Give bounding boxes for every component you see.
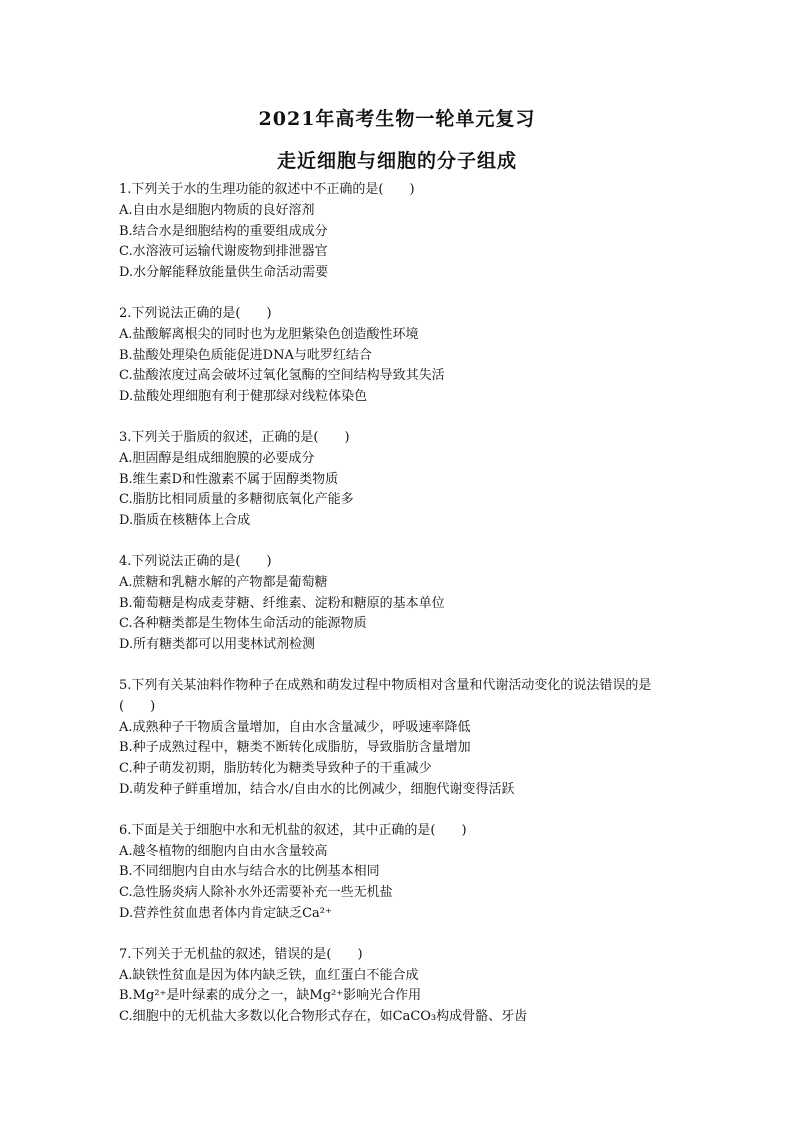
option-b: B.维生素D和性激素不属于固醇类物质 [119, 471, 339, 487]
option-d: D.盐酸处理细胞有利于健那绿对线粒体染色 [119, 389, 368, 405]
option-d: D.营养性贫血患者体内肯定缺乏Ca²⁺ [119, 905, 332, 921]
question-stem: 1.下列关于水的生理功能的叙述中不正确的是( ) [119, 182, 415, 197]
option-a: A.越冬植物的细胞内自由水含量较高 [119, 843, 328, 859]
document-title: 2021年高考生物一轮单元复习 [258, 108, 536, 130]
question-3 [119, 428, 719, 532]
document-subtitle: 走近细胞与细胞的分子组成 [276, 150, 517, 172]
option-c: C.细胞中的无机盐大多数以化合物形式存在，如CaCO₃构成骨骼、牙齿 [119, 1009, 528, 1025]
option-c: C.盐酸浓度过高会破坏过氧化氢酶的空间结构导致其失活 [119, 368, 445, 384]
question-4 [119, 552, 719, 656]
option-d: D.脂质在核糖体上合成 [119, 513, 251, 529]
option-b: B.不同细胞内自由水与结合水的比例基本相同 [119, 864, 380, 880]
question-6 [119, 821, 719, 925]
option-b: B.盐酸处理染色质能促进DNA与吡罗红结合 [119, 347, 372, 363]
option-c: C.各种糖类都是生物体生命活动的能源物质 [119, 616, 367, 632]
question-stem-continued: ( ) [119, 698, 156, 714]
question-7 [119, 945, 719, 1028]
option-c: C.水溶液可运输代谢废物到排泄器官 [119, 244, 328, 260]
question-stem: 5.下列有关某油料作物种子在成熟和萌发过程中物质相对含量和代谢活动变化的说法错误的是 [119, 677, 652, 693]
option-a: A.胆固醇是组成细胞膜的必要成分 [119, 450, 315, 466]
question-stem: 3.下列关于脂质的叙述，正确的是( ) [119, 429, 350, 445]
option-a: A.盐酸解离根尖的同时也为龙胆紫染色创造酸性环境 [119, 326, 419, 342]
question-2 [119, 304, 719, 408]
question-1 [119, 180, 719, 284]
option-a: A.蔗糖和乳糖水解的产物都是葡萄糖 [119, 574, 328, 590]
question-5 [119, 676, 719, 801]
question-list [119, 180, 719, 1048]
option-d: D.萌发种子鲜重增加，结合水/自由水的比例减少，细胞代谢变得活跃 [119, 781, 515, 797]
option-c: C.脂肪比相同质量的多糖彻底氧化产能多 [119, 492, 354, 508]
option-a: A.自由水是细胞内物质的良好溶剂 [119, 202, 315, 218]
option-a: A.成熟种子干物质含量增加，自由水含量减少，呼吸速率降低 [119, 719, 471, 735]
option-d: D.水分解能释放能量供生命活动需要 [119, 265, 329, 281]
option-c: C.种子萌发初期，脂肪转化为糖类导致种子的干重减少 [119, 761, 432, 777]
option-b: B.种子成熟过程中，糖类不断转化成脂肪，导致脂肪含量增加 [119, 740, 471, 756]
option-b: B.Mg²⁺是叶绿素的成分之一，缺Mg²⁺影响光合作用 [119, 988, 422, 1004]
question-stem: 7.下列关于无机盐的叙述，错误的是( ) [119, 946, 363, 962]
option-b: B.结合水是细胞结构的重要组成成分 [119, 223, 328, 239]
option-d: D.所有糖类都可以用斐林试剂检测 [119, 637, 316, 653]
question-stem: 2.下列说法正确的是( ) [119, 305, 272, 321]
option-c: C.急性肠炎病人除补水外还需要补充一些无机盐 [119, 885, 393, 901]
question-stem: 4.下列说法正确的是( ) [119, 553, 272, 569]
option-a: A.缺铁性贫血是因为体内缺乏铁，血红蛋白不能合成 [119, 967, 419, 983]
question-stem: 6.下面是关于细胞中水和无机盐的叙述，其中正确的是( ) [119, 822, 467, 838]
option-b: B.葡萄糖是构成麦芽糖、纤维素、淀粉和糖原的基本单位 [119, 595, 445, 611]
